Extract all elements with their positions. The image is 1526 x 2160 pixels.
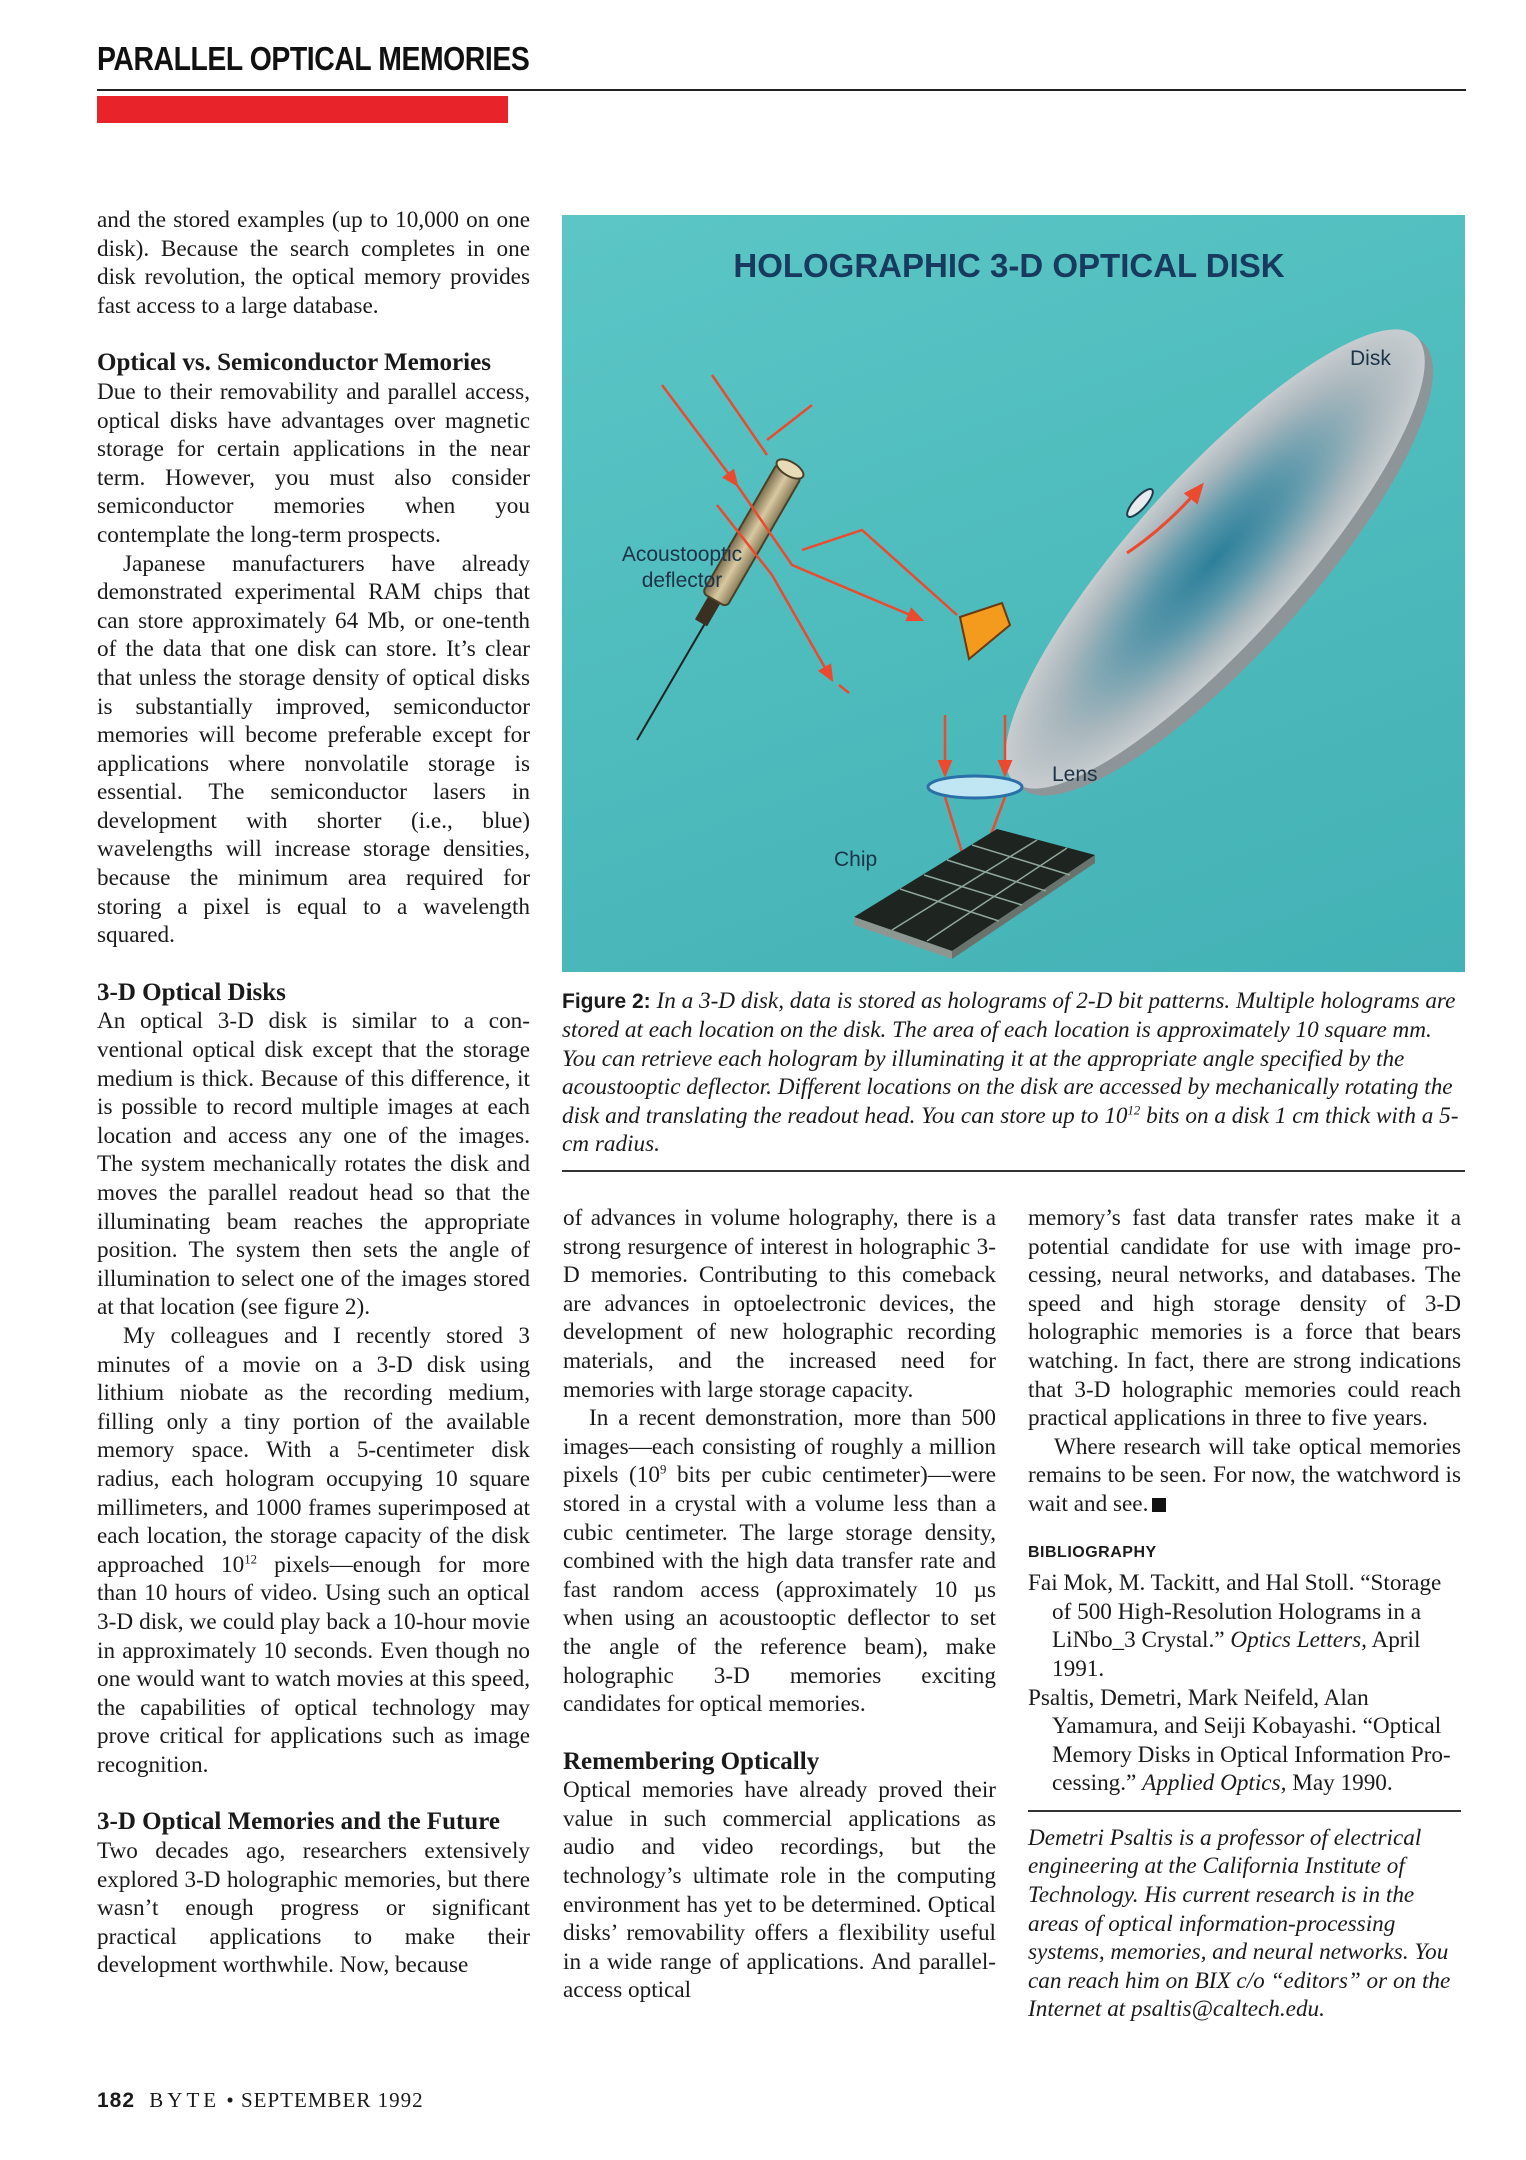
figure-illustration bbox=[562, 215, 1465, 972]
lens bbox=[928, 776, 1022, 798]
column-1 bbox=[97, 206, 530, 1980]
header-rule bbox=[97, 89, 1466, 91]
paragraph: Two decades ago, researchers extensively explored 3-D holographic memories, but there wasn’t enough progress or significant practical applications to make their development worthwhile. Now, because bbox=[97, 1838, 530, 1979]
paragraph: Japanese manufacturers have already demonstrated experimental RAM chips that can store approximately 64 Mb, or one-tenth of the data that one disk can store. It’s clear that unless the storage density of optical disks is substantially improved, semiconductor memories will become preferable except for applications where nonvolatile storage is essential. The semiconductor lasers in development with shorter (i.e., blue) wavelengths will increase storage densities, because the minimum area required for storing a pixel is equal to a wavelength squared. bbox=[97, 550, 530, 949]
bibliography-heading: BIBLIOGRAPHY bbox=[1028, 1543, 1157, 1561]
label-chip: Chip bbox=[834, 848, 878, 871]
acoustooptic-deflector bbox=[637, 455, 806, 740]
paragraph: Where research will take optical memories remains to be seen. For now, the watchword is wait and see. bbox=[1028, 1433, 1461, 1517]
magazine-name: BYTE bbox=[149, 2088, 221, 2112]
bio-rule bbox=[1028, 1810, 1461, 1812]
heading-remembering-optically: Remembering Optically bbox=[563, 1747, 820, 1775]
end-of-article-mark bbox=[1152, 1498, 1166, 1512]
paragraph: Optical memories have already proved their value in such commercial applications as audio and video recordings, but the technology’s ultimate role in the computing environment has yet to be determined. Optical disks’ removability offers a flexibility useful in a wide range of applications. And parallel-access optical bbox=[563, 1777, 996, 2004]
paragraph: of advances in volume holography, there is a strong resurgence of interest in holographic 3-D memories. Contributing to this comeback are advances in optoelectronic devices, the development of new holographic recording materials, and the increased need for memories with large storage capacity. bbox=[563, 1205, 996, 1403]
page-footer bbox=[97, 2088, 424, 2113]
paragraph: memory’s fast data transfer rates make it a potential candidate for use with image processing, neural networks, and databases. The speed and high storage density of 3-D holographic memories is a force that bears watching. In fact, there are strong indications that 3-D holographic memories could reach practical applications in three to five years. bbox=[1028, 1205, 1461, 1432]
section-title: PARALLEL OPTICAL MEMORIES bbox=[97, 40, 530, 77]
label-deflector-line2: deflector bbox=[641, 569, 723, 592]
paragraph: In a recent demonstration, more than 500 images—each consisting of roughly a million pixels ($10^9$ bits per cubic centimeter)—were stored in a crystal with a volume less than a cubic centimeter. The large storage density, combined with the high data transfer rate and fast random access (approximately 10 µs when using an acoustooptic deflector to set the angle of the reference beam), make holographic 3-D memories exciting candidates for optical memories. bbox=[563, 1405, 996, 1718]
column-3 bbox=[1028, 1204, 1461, 2024]
footer-separator: • bbox=[226, 2088, 235, 2112]
figure-holographic-disk bbox=[562, 215, 1465, 972]
column-2 bbox=[563, 1204, 996, 2005]
caption-rule bbox=[562, 1170, 1465, 1172]
issue-date: SEPTEMBER 1992 bbox=[240, 2088, 424, 2112]
paragraph: and the stored examples (up to 10,000 on one disk). Because the search completes in one disk revolution, the optical memory provides fast access to a large database. bbox=[97, 207, 530, 319]
paragraph: Due to their removability and parallel access, optical disks have advantages over magnetic storage for certain applications in the near term. However, you must also consider semiconductor memories when you contemplate the long-term prospects. bbox=[97, 378, 530, 548]
paragraph: My colleagues and I recently stored 3 minutes of a movie on a 3-D disk using lithium niobate as the recording medium, filling only a tiny portion of the available memory space. With a 5-centimeter disk radius, each hologram occupying 10 square millimeters, and 1000 frames superimposed at each location, the storage capacity of the disk approached $10^{12}$ pixels—enough for more than 10 hours of video. Using such an optical 3-D disk, we could play back a 10-hour movie in approximately 10 seconds. Even though no one would want to watch movies at this speed, the capabilities of optical technology may prove critical for applications such as image recognition. bbox=[97, 1322, 530, 1778]
label-deflector-line1: Acoustooptic bbox=[621, 543, 743, 566]
label-lens: Lens bbox=[1052, 763, 1098, 786]
figure-title: HOLOGRAPHIC 3-D OPTICAL DISK bbox=[733, 247, 1285, 284]
heading-optical-vs-semiconductor: Optical vs. Semiconductor Memories bbox=[97, 349, 491, 377]
header-accent-bar bbox=[97, 96, 508, 123]
heading-3d-memories-future: 3-D Optical Memories and the Future bbox=[97, 1808, 500, 1836]
light-beams bbox=[662, 375, 1005, 885]
figure-caption: Figure 2: In a 3-D disk, data is stored as holograms of 2-D bit patterns. Multiple holograms are stored at each location on the disk. The area of each location is approximately 10 square mm. You can retrieve each hologram by illuminating it at the appropriate angle specified by the acoustooptic deflector. Different locations on the disk are accessed by mechanically rotating the disk and translating the readout head. You can store up to $10^{12}$ bits on a disk 1 cm thick with a 5-cm radius. bbox=[562, 988, 1459, 1158]
label-disk: Disk bbox=[1350, 347, 1391, 370]
page-number: 182 bbox=[97, 2089, 136, 2112]
bibliography-entry: Fai Mok, M. Tackitt, and Hal Stoll. “Storage of 500 High-Resolution Holograms in a LiNbo_3 Crystal.” Optics Letters, April 1991. bbox=[1028, 1570, 1442, 1682]
chip bbox=[854, 829, 1095, 959]
caption-label: Figure 2: bbox=[562, 990, 651, 1013]
author-bio: Demetri Psaltis is a professor of electrical engineering at the California Institute of Technology. His current research is in the areas of optical information-processing systems, memories, and neural networks. You can reach him on BIX c/o “editors” or on the Internet at psaltis@caltech.edu. bbox=[1028, 1824, 1451, 2023]
paragraph: An optical 3-D disk is similar to a conventional optical disk except that the storage medium is thick. Because of this difference, it is possible to record multiple images at each location and access any one of the images. The system mechanically rotates the disk and moves the parallel readout head so that the illuminating beam reaches the appropriate position. The system then sets the angle of illumination to select one of the images stored at that location (see figure 2). bbox=[97, 1008, 530, 1321]
bibliography-entry: Psaltis, Demetri, Mark Neifeld, Alan Yamamura, and Seiji Kobayashi. “Optical Memory Disks in Optical Information Processing.” Applied Optics, May 1990. bbox=[1028, 1684, 1451, 1797]
heading-3d-optical-disks: 3-D Optical Disks bbox=[97, 978, 286, 1006]
